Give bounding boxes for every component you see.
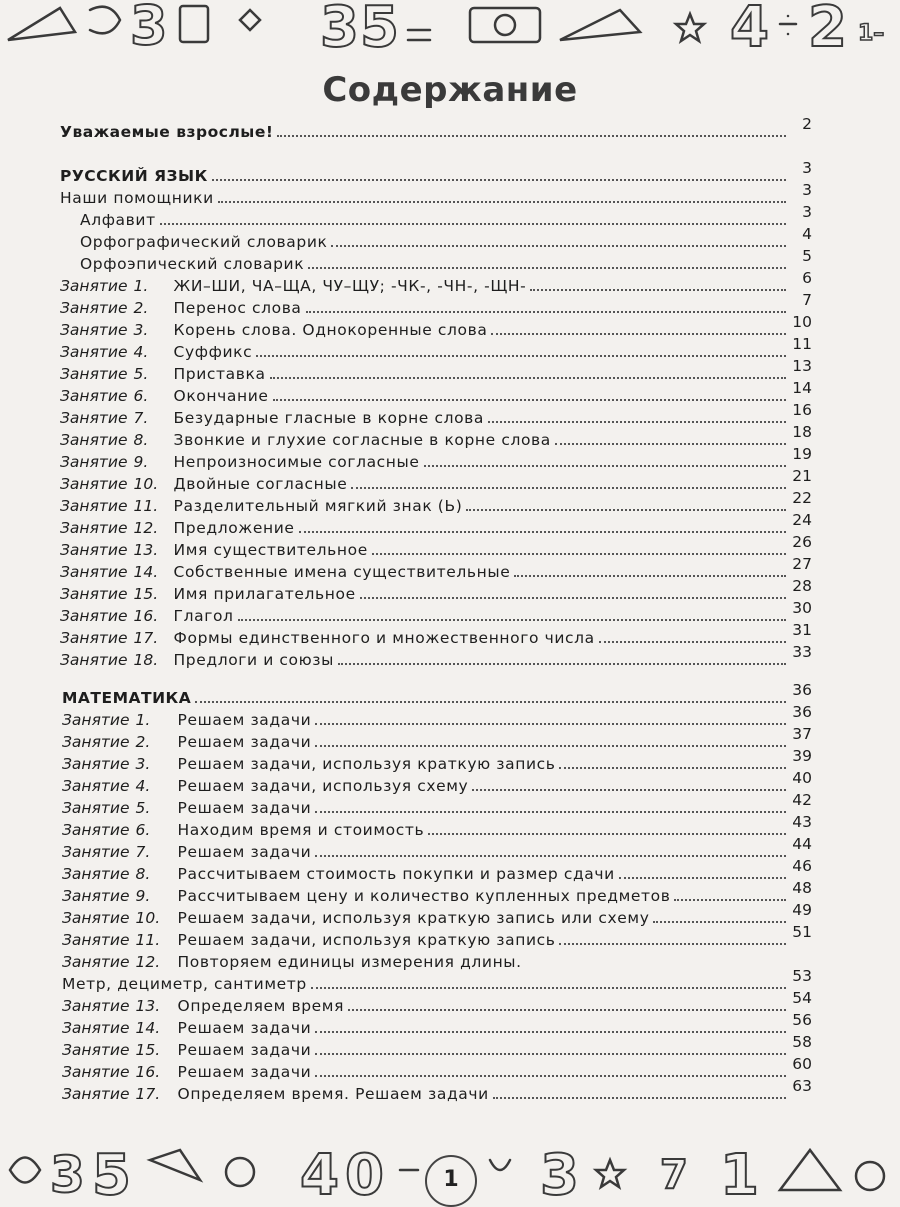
lesson-title: Повторяем единицы измерения длины. bbox=[177, 953, 522, 971]
lesson-title: Непроизносимые согласные bbox=[173, 453, 420, 471]
lesson-label bbox=[62, 842, 311, 862]
lesson-word: Занятие bbox=[62, 1019, 130, 1037]
dot-leader bbox=[530, 289, 786, 291]
lesson-label bbox=[60, 650, 334, 670]
lesson-title: Приставка bbox=[173, 365, 266, 383]
page-ref: 13 bbox=[792, 357, 812, 375]
page-ref: 3 bbox=[802, 181, 812, 199]
lesson-number: 1. bbox=[133, 277, 149, 295]
lesson-label bbox=[62, 1018, 311, 1038]
page-ref: 37 bbox=[792, 725, 812, 743]
dot-leader bbox=[599, 641, 786, 643]
lesson-number: 8. bbox=[135, 865, 151, 883]
section-heading: МАТЕМАТИКА bbox=[62, 689, 192, 707]
toc-lesson-russian bbox=[60, 643, 812, 670]
toc-lesson-math bbox=[62, 1077, 812, 1104]
lesson-number: 16. bbox=[133, 607, 159, 625]
page-ref: 24 bbox=[792, 511, 812, 529]
page-ref: 22 bbox=[792, 489, 812, 507]
lesson-word: Занятие bbox=[60, 563, 128, 581]
page-ref: 3 bbox=[802, 159, 812, 177]
lesson-label bbox=[60, 276, 526, 296]
lesson-title: Решаем задачи, используя краткую запись bbox=[177, 755, 556, 773]
toc-lesson-math bbox=[62, 1011, 812, 1038]
lesson-title: Решаем задачи bbox=[177, 1063, 312, 1081]
page-ref: 46 bbox=[792, 857, 812, 875]
lesson-word: Занятие bbox=[62, 1041, 130, 1059]
toc-lesson-math bbox=[62, 950, 812, 972]
dot-leader bbox=[428, 833, 786, 835]
lesson-title: Глагол bbox=[173, 607, 234, 625]
lesson-word: Занятие bbox=[60, 497, 128, 515]
page-ref: 33 bbox=[792, 643, 812, 661]
dot-leader bbox=[311, 987, 786, 989]
dot-leader bbox=[195, 701, 786, 703]
toc-lesson-math bbox=[62, 835, 812, 862]
svg-text:5: 5 bbox=[360, 0, 399, 58]
toc-lesson-math bbox=[62, 989, 812, 1016]
dot-leader bbox=[514, 575, 786, 577]
dot-leader bbox=[488, 421, 786, 423]
toc-lesson-russian bbox=[60, 445, 812, 472]
lesson-label bbox=[62, 1040, 311, 1060]
lesson-title: Определяем время. Решаем задачи bbox=[177, 1085, 489, 1103]
dot-leader bbox=[351, 487, 786, 489]
dot-leader bbox=[559, 943, 786, 945]
lesson-number: 9. bbox=[135, 887, 151, 905]
lesson-title: Формы единственного и множественного числа bbox=[173, 629, 595, 647]
dot-leader bbox=[491, 333, 786, 335]
lesson-word: Занятие bbox=[60, 431, 128, 449]
dot-leader bbox=[273, 399, 786, 401]
toc-lesson-russian bbox=[60, 423, 812, 450]
dot-leader bbox=[315, 1031, 786, 1033]
toc-lesson-math bbox=[62, 791, 812, 818]
dot-leader bbox=[338, 663, 786, 665]
dot-leader bbox=[315, 1075, 786, 1077]
svg-text:3: 3 bbox=[320, 0, 359, 58]
lesson-word: Занятие bbox=[60, 651, 128, 669]
lesson-word: Занятие bbox=[62, 953, 130, 971]
dot-leader bbox=[308, 267, 786, 269]
lesson-label bbox=[60, 540, 368, 560]
lesson-number: 9. bbox=[133, 453, 149, 471]
page-ref: 51 bbox=[792, 923, 812, 941]
toc-lesson-math bbox=[62, 703, 812, 730]
toc-lesson-math bbox=[62, 1055, 812, 1082]
lesson-number: 10. bbox=[135, 909, 161, 927]
lesson-label bbox=[62, 710, 311, 730]
lesson-number: 1. bbox=[135, 711, 151, 729]
lesson-word: Занятие bbox=[62, 711, 130, 729]
svg-text:1: 1 bbox=[720, 1143, 759, 1200]
lesson-number: 2. bbox=[133, 299, 149, 317]
lesson-number: 11. bbox=[135, 931, 161, 949]
lesson-word: Занятие bbox=[60, 321, 128, 339]
lesson-number: 16. bbox=[135, 1063, 161, 1081]
dot-leader bbox=[331, 245, 786, 247]
dot-leader bbox=[372, 553, 786, 555]
toc-lesson-math bbox=[62, 747, 812, 774]
lesson-number: 13. bbox=[133, 541, 159, 559]
lesson-title: Имя прилагательное bbox=[173, 585, 356, 603]
dot-leader bbox=[160, 223, 786, 225]
page-ref: 43 bbox=[792, 813, 812, 831]
lesson-word: Занятие bbox=[62, 909, 130, 927]
lesson-number: 17. bbox=[135, 1085, 161, 1103]
lesson-number: 4. bbox=[133, 343, 149, 361]
lesson-number: 3. bbox=[133, 321, 149, 339]
lesson-label bbox=[62, 886, 670, 906]
lesson-word: Занятие bbox=[60, 299, 128, 317]
dot-leader bbox=[653, 921, 786, 923]
lesson-word: Занятие bbox=[60, 475, 128, 493]
dot-leader bbox=[238, 619, 786, 621]
lesson-label bbox=[60, 386, 269, 406]
toc-lesson-russian bbox=[60, 313, 812, 340]
doodle-border-icon bbox=[0, 0, 900, 58]
toc-lesson-russian bbox=[60, 489, 812, 516]
lesson-label bbox=[62, 908, 649, 928]
lesson-label bbox=[62, 930, 555, 950]
lesson-word: Занятие bbox=[62, 821, 130, 839]
lesson-title: Решаем задачи bbox=[177, 1019, 312, 1037]
toc-lesson-math bbox=[62, 725, 812, 752]
lesson-label bbox=[60, 562, 510, 582]
dot-leader bbox=[472, 789, 786, 791]
toc-lesson-math bbox=[62, 857, 812, 884]
lesson-title: Двойные согласные bbox=[173, 475, 348, 493]
svg-text:2: 2 bbox=[808, 0, 847, 58]
lesson-number: 15. bbox=[133, 585, 159, 603]
lesson-label bbox=[62, 952, 522, 972]
entry-label: Алфавит bbox=[80, 211, 156, 229]
lesson-word: Занятие bbox=[62, 799, 130, 817]
lesson-label bbox=[60, 298, 302, 318]
lesson-word: Занятие bbox=[60, 585, 128, 603]
lesson-number: 6. bbox=[133, 387, 149, 405]
lesson-label bbox=[60, 342, 252, 362]
toc-lesson-russian bbox=[60, 511, 812, 538]
lesson-title: Предлоги и союзы bbox=[173, 651, 334, 669]
section-heading: РУССКИЙ ЯЗЫК bbox=[60, 167, 208, 185]
lesson-number: 10. bbox=[133, 475, 159, 493]
lesson-word: Занятие bbox=[60, 409, 128, 427]
lesson-label bbox=[62, 754, 555, 774]
page-ref: 11 bbox=[792, 335, 812, 353]
lesson-label bbox=[60, 518, 295, 538]
toc-lesson-math bbox=[62, 901, 812, 928]
dot-leader bbox=[466, 509, 786, 511]
lesson-number: 5. bbox=[135, 799, 151, 817]
entry-label: Наши помощники bbox=[60, 189, 214, 207]
toc-lesson-russian bbox=[60, 599, 812, 626]
page-ref: 48 bbox=[792, 879, 812, 897]
lesson-title: Решаем задачи bbox=[177, 1041, 312, 1059]
lesson-word: Занятие bbox=[60, 453, 128, 471]
lesson-word: Занятие bbox=[60, 277, 128, 295]
lesson-title: Имя существительное bbox=[173, 541, 368, 559]
page-ref: 14 bbox=[792, 379, 812, 397]
lesson-title: Решаем задачи, используя схему bbox=[177, 777, 469, 795]
page-ref: 56 bbox=[792, 1011, 812, 1029]
lesson-number: 14. bbox=[135, 1019, 161, 1037]
page-ref: 19 bbox=[792, 445, 812, 463]
dot-leader bbox=[619, 877, 786, 879]
lesson-title: Решаем задачи bbox=[177, 799, 312, 817]
page-ref: 7 bbox=[802, 291, 812, 309]
page-ref: 3 bbox=[802, 203, 812, 221]
toc-lesson-math bbox=[62, 1033, 812, 1060]
page-ref: 27 bbox=[792, 555, 812, 573]
svg-text:4: 4 bbox=[300, 1143, 339, 1200]
lesson-title: Собственные имена существительные bbox=[173, 563, 511, 581]
lesson-word: Занятие bbox=[60, 365, 128, 383]
dot-leader bbox=[212, 179, 786, 181]
dot-leader bbox=[424, 465, 786, 467]
lesson-word: Занятие bbox=[62, 997, 130, 1015]
lesson-number: 11. bbox=[133, 497, 159, 515]
lesson-number: 4. bbox=[135, 777, 151, 795]
lesson-word: Занятие bbox=[62, 865, 130, 883]
dot-leader bbox=[360, 597, 786, 599]
lesson-number: 7. bbox=[135, 843, 151, 861]
lesson-word: Занятие bbox=[62, 755, 130, 773]
page-ref: 39 bbox=[792, 747, 812, 765]
dot-leader bbox=[315, 1053, 786, 1055]
lesson-title: Решаем задачи, используя краткую запись bbox=[177, 931, 556, 949]
page-ref: 16 bbox=[792, 401, 812, 419]
lesson-number: 2. bbox=[135, 733, 151, 751]
page-number: 1 bbox=[425, 1155, 477, 1207]
toc-lesson-russian bbox=[60, 291, 812, 318]
svg-text:3: 3 bbox=[130, 0, 168, 57]
lesson-word: Занятие bbox=[60, 629, 128, 647]
lesson-word: Занятие bbox=[60, 607, 128, 625]
lesson-label bbox=[62, 820, 424, 840]
page-ref: 30 bbox=[792, 599, 812, 617]
page-ref: 26 bbox=[792, 533, 812, 551]
dot-leader bbox=[218, 201, 786, 203]
svg-text:3: 3 bbox=[50, 1146, 85, 1200]
lesson-title: Предложение bbox=[173, 519, 295, 537]
lesson-label bbox=[60, 364, 266, 384]
toc-subentry bbox=[80, 247, 812, 274]
lesson-label bbox=[60, 474, 347, 494]
page-ref: 36 bbox=[792, 703, 812, 721]
dot-leader bbox=[315, 723, 786, 725]
toc-subentry bbox=[80, 225, 812, 252]
lesson-label bbox=[60, 430, 551, 450]
toc-lesson-russian bbox=[60, 621, 812, 648]
lesson-word: Занятие bbox=[60, 387, 128, 405]
toc-lesson-russian bbox=[60, 269, 812, 296]
svg-text:3: 3 bbox=[540, 1143, 579, 1200]
lesson-title: Безударные гласные в корне слова bbox=[173, 409, 485, 427]
toc-lesson-russian bbox=[60, 357, 812, 384]
lesson-title: Решаем задачи, используя краткую запись или схему bbox=[177, 909, 650, 927]
page-ref: 18 bbox=[792, 423, 812, 441]
dot-leader bbox=[315, 811, 786, 813]
toc-entry-intro bbox=[60, 115, 812, 142]
section-heading-math bbox=[62, 681, 812, 708]
dot-leader bbox=[674, 899, 786, 901]
lesson-label bbox=[62, 1062, 311, 1082]
page-ref: 42 bbox=[792, 791, 812, 809]
toc-lesson-math bbox=[62, 923, 812, 950]
lesson-word: Занятие bbox=[60, 541, 128, 559]
page-ref: 49 bbox=[792, 901, 812, 919]
svg-text:1–: 1– bbox=[858, 21, 885, 46]
toc-lesson-russian bbox=[60, 533, 812, 560]
dot-leader bbox=[256, 355, 786, 357]
lesson-number: 13. bbox=[135, 997, 161, 1015]
lesson-label bbox=[60, 584, 356, 604]
lesson-label bbox=[62, 864, 615, 884]
lesson-title: Перенос слова bbox=[173, 299, 302, 317]
dot-leader bbox=[315, 855, 786, 857]
page-ref: 36 bbox=[792, 681, 812, 699]
page-ref: 10 bbox=[792, 313, 812, 331]
lesson-word: Занятие bbox=[62, 887, 130, 905]
lesson-label bbox=[62, 798, 311, 818]
page-ref: 4 bbox=[802, 225, 812, 243]
svg-text:5: 5 bbox=[92, 1143, 131, 1200]
lesson-number: 3. bbox=[135, 755, 151, 773]
lesson-title: Корень слова. Однокоренные слова bbox=[173, 321, 488, 339]
page-ref: 2 bbox=[802, 115, 812, 133]
svg-text:0: 0 bbox=[345, 1143, 384, 1200]
lesson-number: 12. bbox=[135, 953, 161, 971]
lesson-label bbox=[60, 320, 487, 340]
page-ref: 54 bbox=[792, 989, 812, 1007]
dot-leader bbox=[493, 1097, 786, 1099]
lesson-label bbox=[62, 776, 468, 796]
lesson-word: Занятие bbox=[62, 931, 130, 949]
lesson-number: 5. bbox=[133, 365, 149, 383]
lesson-number: 14. bbox=[133, 563, 159, 581]
dot-leader bbox=[277, 135, 786, 137]
toc-lesson-russian bbox=[60, 577, 812, 604]
lesson-title: Находим время и стоимость bbox=[177, 821, 425, 839]
lesson-title: Определяем время bbox=[177, 997, 345, 1015]
page-ref: 58 bbox=[792, 1033, 812, 1051]
page-ref: 53 bbox=[792, 967, 812, 985]
page-title: Содержание bbox=[322, 70, 578, 110]
dot-leader bbox=[306, 311, 786, 313]
toc-subentry bbox=[80, 203, 812, 230]
dot-leader bbox=[348, 1009, 786, 1011]
lesson-label bbox=[60, 628, 595, 648]
toc-lesson-math-continued bbox=[62, 967, 812, 994]
toc-lesson-russian bbox=[60, 335, 812, 362]
lesson-label bbox=[60, 496, 462, 516]
lesson-label bbox=[62, 996, 344, 1016]
toc-lesson-math bbox=[62, 879, 812, 906]
entry-label: Метр, дециметр, сантиметр bbox=[62, 975, 307, 993]
toc-lesson-russian bbox=[60, 555, 812, 582]
svg-text:7: 7 bbox=[660, 1152, 688, 1198]
page-ref: 40 bbox=[792, 769, 812, 787]
lesson-title: Решаем задачи bbox=[177, 711, 312, 729]
lesson-word: Занятие bbox=[62, 843, 130, 861]
lesson-word: Занятие bbox=[62, 1085, 130, 1103]
lesson-word: Занятие bbox=[62, 1063, 130, 1081]
lesson-number: 8. bbox=[133, 431, 149, 449]
lesson-title: Суффикс bbox=[173, 343, 253, 361]
lesson-title: Рассчитываем стоимость покупки и размер сдачи bbox=[177, 865, 615, 883]
lesson-word: Занятие bbox=[60, 519, 128, 537]
lesson-number: 15. bbox=[135, 1041, 161, 1059]
lesson-number: 6. bbox=[135, 821, 151, 839]
dot-leader bbox=[559, 767, 786, 769]
lesson-label bbox=[60, 408, 484, 428]
lesson-title: Разделительный мягкий знак (Ь) bbox=[173, 497, 463, 515]
toc-lesson-russian bbox=[60, 467, 812, 494]
lesson-title: Окончание bbox=[173, 387, 269, 405]
lesson-title: Решаем задачи bbox=[177, 733, 312, 751]
page-ref: 63 bbox=[792, 1077, 812, 1095]
lesson-title: Решаем задачи bbox=[177, 843, 312, 861]
lesson-label bbox=[60, 606, 234, 626]
lesson-number: 7. bbox=[133, 409, 149, 427]
dot-leader bbox=[299, 531, 786, 533]
section-heading-russian bbox=[60, 159, 812, 186]
entry-label: Орфографический словарик bbox=[80, 233, 328, 251]
lesson-number: 18. bbox=[133, 651, 159, 669]
lesson-word: Занятие bbox=[60, 343, 128, 361]
dot-leader bbox=[270, 377, 786, 379]
lesson-number: 12. bbox=[133, 519, 159, 537]
svg-text:4: 4 bbox=[730, 0, 769, 58]
lesson-word: Занятие bbox=[62, 777, 130, 795]
dot-leader bbox=[315, 745, 786, 747]
lesson-number: 17. bbox=[133, 629, 159, 647]
toc-lesson-russian bbox=[60, 401, 812, 428]
page-ref: 31 bbox=[792, 621, 812, 639]
page-ref: 21 bbox=[792, 467, 812, 485]
page-ref: 5 bbox=[802, 247, 812, 265]
intro-label: Уважаемые взрослые! bbox=[60, 123, 274, 141]
dot-leader bbox=[555, 443, 786, 445]
lesson-title: ЖИ–ШИ, ЧА–ЩА, ЧУ–ЩУ; -ЧК-, -ЧН-, -ЩН- bbox=[173, 277, 527, 295]
page-ref: 28 bbox=[792, 577, 812, 595]
page-ref: 44 bbox=[792, 835, 812, 853]
page-ref: 60 bbox=[792, 1055, 812, 1073]
lesson-word: Занятие bbox=[62, 733, 130, 751]
entry-label: Орфоэпический словарик bbox=[80, 255, 305, 273]
lesson-title: Рассчитываем цену и количество купленных предметов bbox=[177, 887, 671, 905]
toc-lesson-math bbox=[62, 769, 812, 796]
lesson-title: Звонкие и глухие согласные в корне слова bbox=[173, 431, 551, 449]
page-ref: 6 bbox=[802, 269, 812, 287]
toc-lesson-russian bbox=[60, 379, 812, 406]
lesson-label bbox=[62, 732, 311, 752]
toc-entry-helpers bbox=[60, 181, 812, 208]
doodle-border-top bbox=[0, 0, 900, 58]
toc-lesson-math bbox=[62, 813, 812, 840]
lesson-label bbox=[60, 452, 420, 472]
lesson-label bbox=[62, 1084, 489, 1104]
